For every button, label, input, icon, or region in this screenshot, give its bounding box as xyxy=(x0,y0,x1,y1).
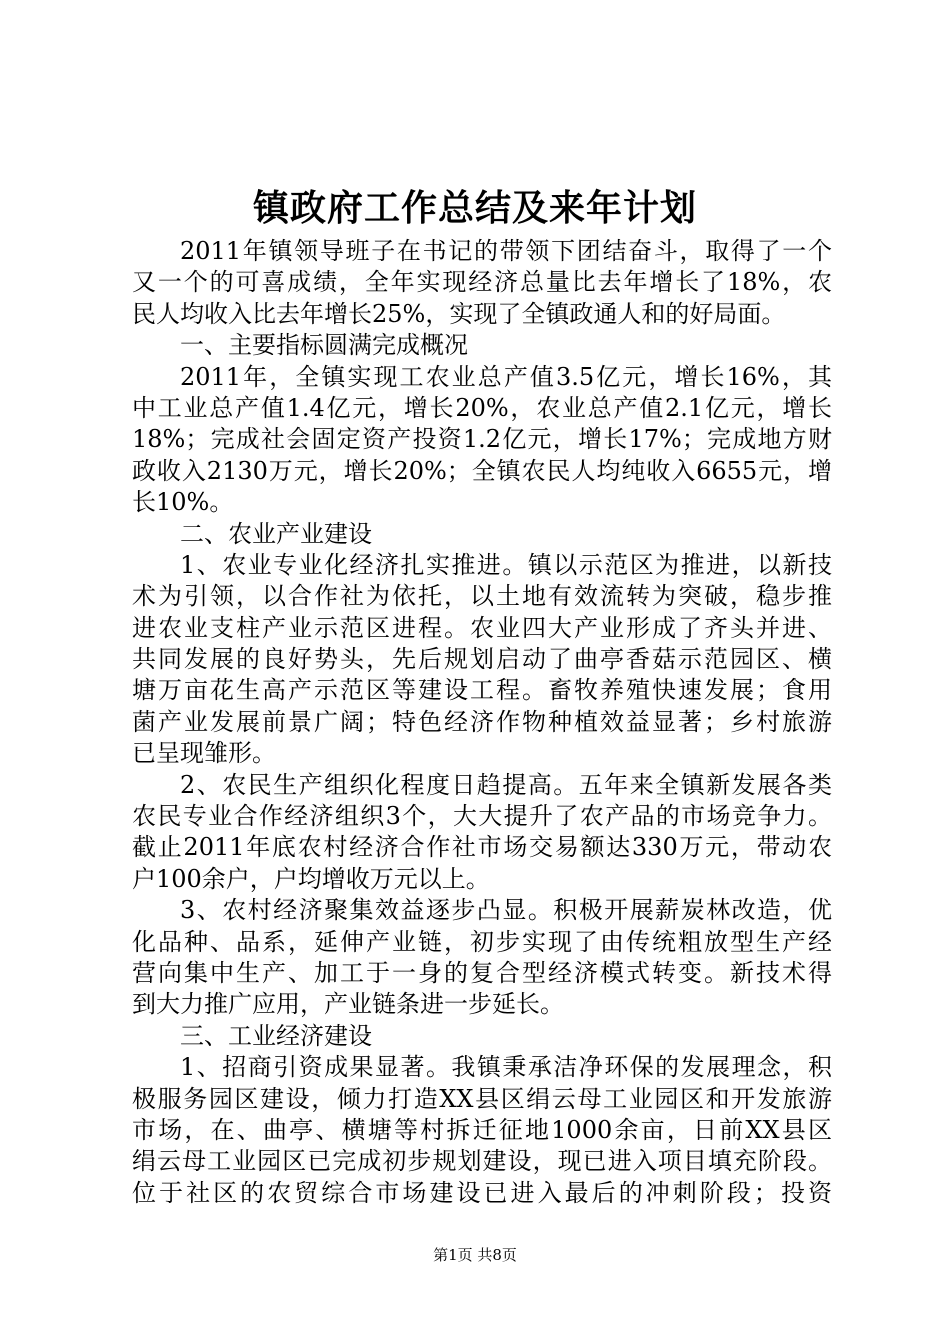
paragraph-line: 塘万亩花生高产示范区等建设工程。畜牧养殖快速发展；食用 xyxy=(132,676,832,705)
paragraph-line: 营向集中生产、加工于一身的复合型经济模式转变。新技术得 xyxy=(132,958,832,987)
paragraph-line: 术为引领，以合作社为依托，以土地有效流转为突破，稳步推 xyxy=(132,582,832,611)
paragraph-line: 政收入2130万元，增长20%；全镇农民人均纯收入6655元，增 xyxy=(132,456,832,485)
paragraph-line: 共同发展的良好势头，先后规划启动了曲亭香菇示范园区、横 xyxy=(132,645,832,674)
document-title: 镇政府工作总结及来年计划 xyxy=(252,187,697,229)
paragraph-line: 1、招商引资成果显著。我镇秉承洁净环保的发展理念，积 xyxy=(180,1053,832,1082)
paragraph-line: 1、农业专业化经济扎实推进。镇以示范区为推进，以新技 xyxy=(180,550,832,579)
paragraph-line: 进农业支柱产业示范区进程。农业四大产业形成了齐头并进、 xyxy=(132,613,832,642)
section-heading: 三、工业经济建设 xyxy=(180,1021,372,1050)
paragraph-line: 绢云母工业园区已完成初步规划建设，现已进入项目填充阶段。 xyxy=(132,1147,832,1176)
paragraph-line: 长10%。 xyxy=(132,488,234,517)
paragraph-line: 已呈现雏形。 xyxy=(132,739,276,768)
paragraph-line: 又一个的可喜成绩，全年实现经济总量比去年增长了18%，农 xyxy=(132,268,832,297)
paragraph-line: 农民专业合作经济组织3个，大大提升了农产品的市场竞争力。 xyxy=(132,802,832,831)
paragraph-line: 2、农民生产组织化程度日趋提高。五年来全镇新发展各类 xyxy=(180,770,832,799)
paragraph-line: 18%；完成社会固定资产投资1.2亿元，增长17%；完成地方财 xyxy=(132,425,832,454)
paragraph-line: 菌产业发展前景广阔；特色经济作物种植效益显著；乡村旅游 xyxy=(132,707,832,736)
section-heading: 一、主要指标圆满完成概况 xyxy=(180,331,468,360)
paragraph-line: 到大力推广应用，产业链条进一步延长。 xyxy=(132,990,564,1019)
paragraph-line: 户100余户，户均增收万元以上。 xyxy=(132,864,490,893)
paragraph-line: 2011年镇领导班子在书记的带领下团结奋斗，取得了一个 xyxy=(180,237,832,265)
paragraph-line: 截止2011年底农村经济合作社市场交易额达330万元，带动农 xyxy=(132,833,832,862)
page-footer: 第1页 共8页 xyxy=(433,1246,517,1264)
paragraph-line: 化品种、品系，延伸产业链，初步实现了由传统粗放型生产经 xyxy=(132,927,832,956)
paragraph-line: 中工业总产值1.4亿元，增长20%，农业总产值2.1亿元，增长 xyxy=(132,393,832,422)
paragraph-line: 民人均收入比去年增长25%，实现了全镇政通人和的好局面。 xyxy=(132,299,786,328)
paragraph-line: 3、农村经济聚集效益逐步凸显。积极开展薪炭林改造，优 xyxy=(180,896,832,925)
paragraph-line: 2011年，全镇实现工农业总产值3.5亿元，增长16%，其 xyxy=(180,362,832,391)
paragraph-line: 极服务园区建设，倾力打造XX县区绢云母工业园区和开发旅游 xyxy=(132,1084,832,1113)
paragraph-line: 市场，在、曲亭、横塘等村拆迁征地1000余亩，日前XX县区 xyxy=(132,1115,832,1144)
document-body xyxy=(132,236,832,1209)
paragraph-line: 位于社区的农贸综合市场建设已进入最后的冲刺阶段；投资 xyxy=(132,1178,832,1207)
section-heading: 二、农业产业建设 xyxy=(180,519,372,548)
